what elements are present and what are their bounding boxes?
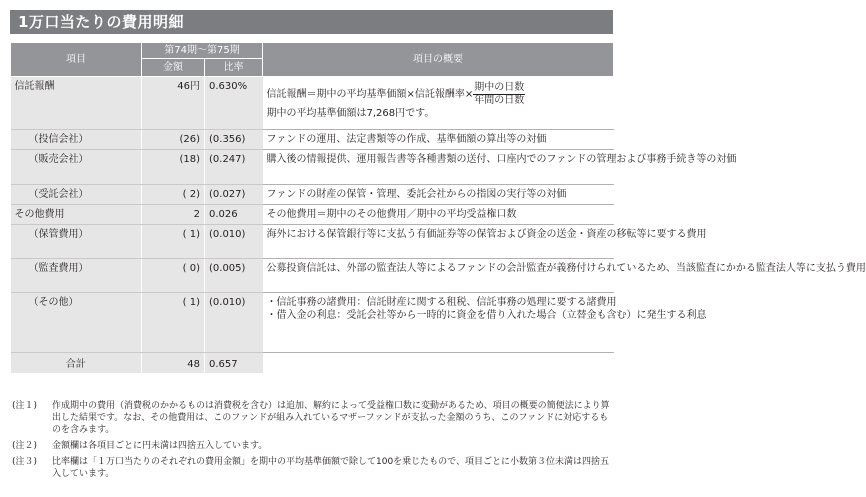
row-desc: 購入後の情報提供、運用報告書等各種書類の送付、口座内でのファンドの管理および事務手続き等の対価 [263, 150, 614, 185]
row-item: 合計 [11, 353, 142, 373]
row-ratio: (0.356) [205, 130, 263, 150]
row-desc [263, 77, 614, 130]
footnote-label: (注１) [12, 401, 38, 411]
footnote-text: 金額欄は各項目ごとに円未満は四捨五入しています。 [52, 441, 268, 451]
table-row [11, 130, 614, 150]
row-item: （監査費用） [28, 263, 89, 274]
table-row [11, 185, 614, 205]
cost-table [10, 42, 866, 373]
header-item: 項目 [11, 43, 142, 77]
row-item: （投信会社） [28, 134, 89, 145]
row-amount: ( 1) [142, 225, 205, 259]
footnote [12, 400, 612, 436]
fraction-denominator: 年間の日数 [474, 95, 525, 106]
footnote-text: 比率欄は「１万口当たりのそれぞれの費用金額」を期中の平均基準価額で除して100を乗じたもので、項目ごとに小数第３位未満は四捨五入しています。 [52, 457, 610, 479]
bullet-item: ・信託事務の諸費用：信託財産に関する租税、信託事務の処理に要する諸費用 [266, 297, 617, 308]
row-desc: ファンドの運用、法定書類等の作成、基準価額の算出等の対価 [263, 130, 614, 150]
row-amount: ( 0) [142, 259, 205, 293]
header-overview: 項目の概要 [263, 43, 614, 77]
table-row [11, 225, 614, 259]
row-ratio: (0.005) [205, 259, 263, 293]
row-item: （受託会社） [28, 189, 89, 200]
table-row [11, 259, 614, 293]
row-amount: ( 1) [142, 293, 205, 353]
row-desc: その他費用＝期中のその他費用／期中の平均受益権口数 [263, 205, 614, 225]
row-item: （保管費用） [28, 229, 89, 240]
row-item: 信託報酬 [11, 77, 142, 130]
footnote-text: 作成期中の費用（消費税のかかるものは消費税を含む）は追加、解約によって受益権口数に変動があるため、項目の概要の簡便法により算出した結果です。なお、その他費用は、このファンドが組み入れているマザーファンドが支払った金額のうち、このファンドに対応するものを含みます。 [52, 401, 610, 435]
row-item: （その他） [28, 297, 79, 308]
table-row-total [11, 353, 614, 373]
row-ratio: (0.010) [205, 293, 263, 353]
formula-lhs: 信託報酬＝期中の平均基準価額×信託報酬率× [266, 89, 474, 100]
row-item: （販売会社） [28, 154, 89, 165]
header-amount: 金額 [142, 59, 205, 77]
fraction-numerator: 期中の日数 [474, 82, 525, 93]
header-period: 第74期〜第75期 [142, 43, 263, 59]
row-amount: 46円 [142, 77, 205, 130]
row-ratio: (0.247) [205, 150, 263, 185]
row-desc: 公募投資信託は、外部の監査法人等によるファンドの会計監査が義務付けられているため、当該監査にかかる監査法人等に支払う費用 [263, 259, 614, 293]
row-amount: ( 2) [142, 185, 205, 205]
footnote-label: (注２) [12, 441, 38, 451]
header-ratio: 比率 [205, 59, 263, 77]
row-ratio: (0.010) [205, 225, 263, 259]
row-ratio: (0.027) [205, 185, 263, 205]
row-desc: 海外における保管銀行等に支払う有価証券等の保管および資金の送金・資産の移転等に要する費用 [263, 225, 614, 259]
row-desc: ファンドの財産の保管・管理、委託会社からの指図の実行等の対価 [263, 185, 614, 205]
footnote [12, 440, 612, 452]
row-amount: (18) [142, 150, 205, 185]
table-row [11, 293, 614, 353]
bullet-item: ・借入金の利息：受託会社等から一時的に資金を借り入れた場合（立替金も含む）に発生する利息 [266, 310, 707, 321]
row-amount: 48 [142, 353, 205, 373]
fee-formula [267, 82, 610, 107]
row-amount: (26) [142, 130, 205, 150]
table-row [11, 150, 614, 185]
row-amount: 2 [142, 205, 205, 225]
row-ratio: 0.657 [205, 353, 263, 373]
average-nav-text: 期中の平均基準価額は7,268円です。 [266, 108, 435, 119]
row-ratio: 0.026 [205, 205, 263, 225]
formula-fraction [473, 82, 525, 107]
footnote [12, 456, 612, 480]
section-title: 1万口当たりの費用明細 [10, 10, 613, 34]
footnotes [12, 400, 612, 484]
footnote-label: (注３) [12, 457, 38, 467]
row-ratio: 0.630% [205, 77, 263, 130]
row-desc [263, 293, 707, 353]
table-row [11, 205, 614, 225]
row-desc [263, 353, 614, 373]
table-row [11, 77, 614, 130]
row-item: その他費用 [11, 205, 142, 225]
